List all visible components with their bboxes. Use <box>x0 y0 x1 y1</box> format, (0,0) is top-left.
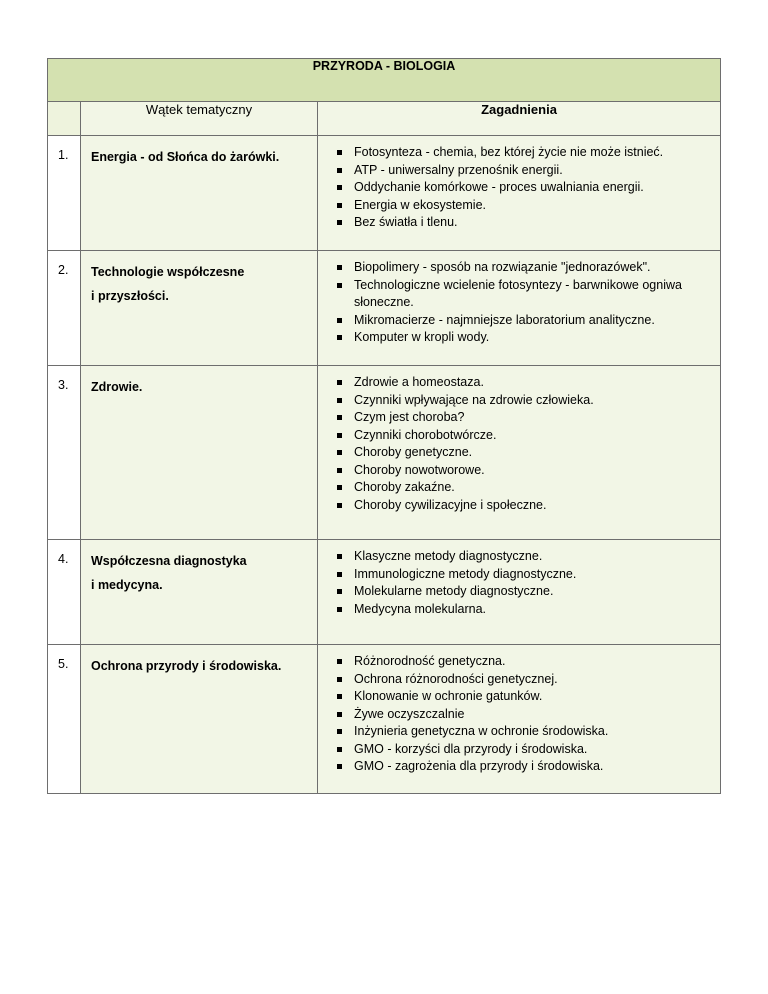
issue-list <box>336 259 710 347</box>
list-item: Żywe oczyszczalnie <box>336 706 710 724</box>
list-item: Klonowanie w ochronie gatunków. <box>336 688 710 706</box>
list-item: Choroby genetyczne. <box>336 444 710 462</box>
row-topic <box>81 645 318 794</box>
row-issues <box>318 366 721 540</box>
topic-line: Energia - od Słońca do żarówki. <box>91 150 280 164</box>
issue-list <box>336 374 710 514</box>
list-item: Molekularne metody diagnostyczne. <box>336 583 710 601</box>
list-item: Technologiczne wcielenie fotosyntezy - barwnikowe ogniwa słoneczne. <box>336 277 710 312</box>
list-item: Fotosynteza - chemia, bez której życie nie może istnieć. <box>336 144 710 162</box>
list-item: Czym jest choroba? <box>336 409 710 427</box>
row-number: 2. <box>48 251 81 366</box>
row-topic <box>81 136 318 251</box>
table-row <box>48 136 721 251</box>
topic-line: Technologie współczesne <box>91 265 245 279</box>
row-number: 3. <box>48 366 81 540</box>
list-item: Czynniki chorobotwórcze. <box>336 427 710 445</box>
topic-line: i przyszłości. <box>91 289 169 303</box>
table-row <box>48 366 721 540</box>
topic-line: Współczesna diagnostyka <box>91 554 247 568</box>
topic-line: Ochrona przyrody i środowiska. <box>91 659 282 673</box>
issue-list <box>336 653 710 776</box>
list-item: Oddychanie komórkowe - proces uwalniania energii. <box>336 179 710 197</box>
issue-list <box>336 548 710 618</box>
table-title: PRZYRODA - BIOLOGIA <box>48 59 721 102</box>
table-row <box>48 540 721 645</box>
header-topic: Wątek tematyczny <box>81 102 318 136</box>
list-item: Zdrowie a homeostaza. <box>336 374 710 392</box>
list-item: Różnorodność genetyczna. <box>336 653 710 671</box>
table-row <box>48 251 721 366</box>
row-issues <box>318 540 721 645</box>
row-issues <box>318 251 721 366</box>
title-row <box>48 59 721 102</box>
topic-line: i medycyna. <box>91 578 163 592</box>
header-issues: Zagadnienia <box>318 102 721 136</box>
list-item: Choroby cywilizacyjne i społeczne. <box>336 497 710 515</box>
list-item: Immunologiczne metody diagnostyczne. <box>336 566 710 584</box>
header-number-cell <box>48 102 81 136</box>
list-item: GMO - zagrożenia dla przyrody i środowiska. <box>336 758 710 776</box>
row-number: 1. <box>48 136 81 251</box>
row-topic <box>81 366 318 540</box>
issue-list <box>336 144 710 232</box>
list-item: Choroby zakaźne. <box>336 479 710 497</box>
topic-line: Zdrowie. <box>91 380 143 394</box>
table-row <box>48 645 721 794</box>
list-item: Czynniki wpływające na zdrowie człowieka. <box>336 392 710 410</box>
list-item: Biopolimery - sposób na rozwiązanie "jednorazówek". <box>336 259 710 277</box>
row-number: 5. <box>48 645 81 794</box>
list-item: Inżynieria genetyczna w ochronie środowiska. <box>336 723 710 741</box>
row-number: 4. <box>48 540 81 645</box>
list-item: Medycyna molekularna. <box>336 601 710 619</box>
list-item: Mikromacierze - najmniejsze laboratorium analityczne. <box>336 312 710 330</box>
list-item: GMO - korzyści dla przyrody i środowiska. <box>336 741 710 759</box>
list-item: Ochrona różnorodności genetycznej. <box>336 671 710 689</box>
row-topic <box>81 251 318 366</box>
row-issues <box>318 645 721 794</box>
list-item: ATP - uniwersalny przenośnik energii. <box>336 162 710 180</box>
list-item: Bez światła i tlenu. <box>336 214 710 232</box>
list-item: Klasyczne metody diagnostyczne. <box>336 548 710 566</box>
header-row <box>48 102 721 136</box>
curriculum-table <box>47 58 721 794</box>
row-issues <box>318 136 721 251</box>
list-item: Energia w ekosystemie. <box>336 197 710 215</box>
list-item: Choroby nowotworowe. <box>336 462 710 480</box>
row-topic <box>81 540 318 645</box>
list-item: Komputer w kropli wody. <box>336 329 710 347</box>
